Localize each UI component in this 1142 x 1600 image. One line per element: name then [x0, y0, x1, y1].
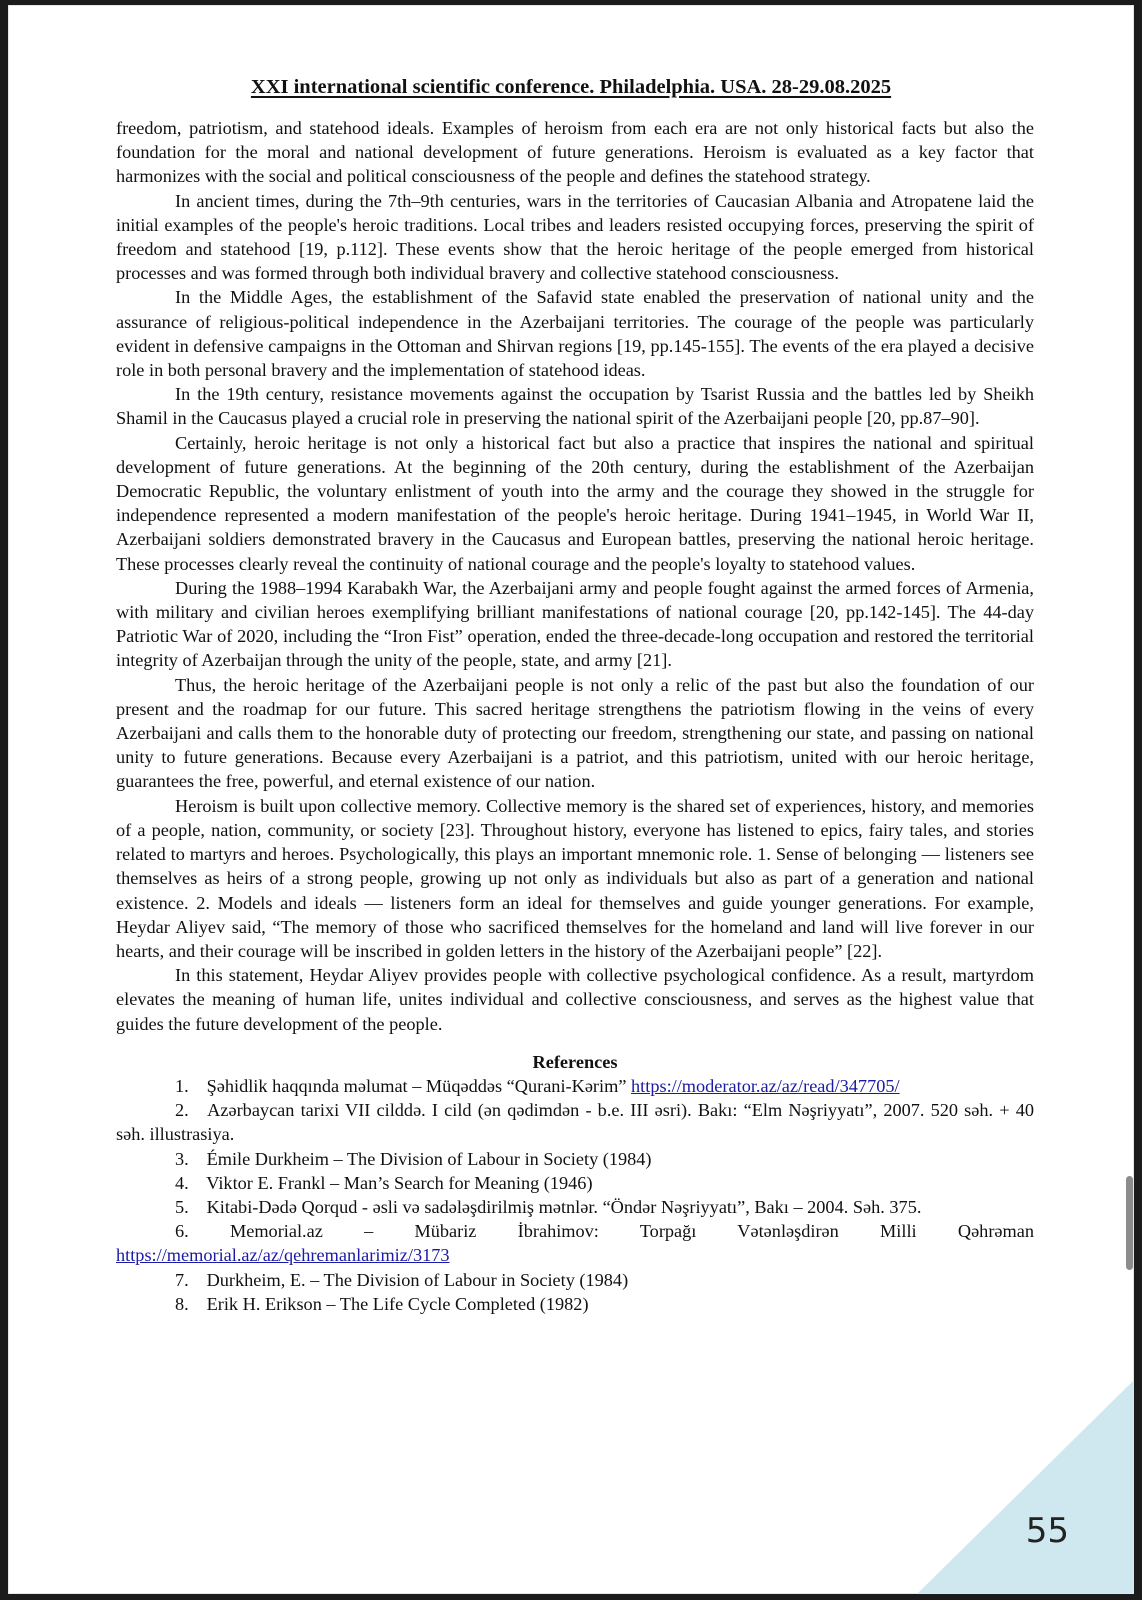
reference-text: Erik H. Erikson – The Life Cycle Completed (1982) [206, 1293, 589, 1314]
reference-text: Memorial.az – Mübariz İbrahimov: Torpağı Vətənləşdirən Milli Qəhrəman [229, 1221, 1034, 1242]
reference-text: Kitabi-Dədə Qorqud - əsli və sadələşdirilmiş mətnlər. “Öndər Nəşriyyatı”, Bakı – 2004. Səh. 375. [206, 1196, 922, 1217]
reference-link[interactable]: https://moderator.az/az/read/347705/ [631, 1075, 900, 1096]
reference-number: 4. [175, 1172, 189, 1193]
reference-item [116, 1292, 1034, 1316]
paragraph: In the Middle Ages, the establishment of the Safavid state enabled the preservation of national unity and the assurance of religious-political independence in the Azerbaijani territories. The courage of the people was particularly evident in defensive campaigns in the Ottoman and Shirvan regions [19, pp.145-155]. The events of the era played a decisive role in both personal bravery and the implementation of statehood ideas. [116, 287, 1034, 381]
scrollbar-thumb[interactable] [1126, 1176, 1133, 1270]
reference-item [116, 1098, 1034, 1146]
reference-number: 8. [175, 1293, 189, 1314]
paragraph: In ancient times, during the 7th–9th centuries, wars in the territories of Caucasian Albania and Atropatene laid the initial examples of the people's heroic traditions. Local tribes and leaders resisted occupying forces, preserving the spirit of freedom and statehood [19, p.112]. These events show that the heroic heritage of the people emerged from historical processes and was formed through both individual bravery and collective statehood consciousness. [116, 190, 1034, 284]
reference-number: 5. [175, 1196, 189, 1217]
reference-text: Viktor E. Frankl – Man’s Search for Meaning (1946) [206, 1172, 593, 1193]
article-body [116, 116, 1034, 1316]
paragraph: Heroism is built upon collective memory. Collective memory is the shared set of experiences, history, and memories of a people, nation, community, or society [23]. Throughout history, everyone has listened to epics, fairy tales, and stories related to martyrs and heroes. Psychologically, this plays an important mnemonic role. 1. Sense of belonging — listeners see themselves as heirs of a strong people, growing up not only as individuals but also as part of a generation and national existence. 2. Models and ideals — listeners form an ideal for themselves and guide younger generations. For example, Heydar Aliyev said, “The memory of those who sacrificed themselves for the homeland and land will live forever in our hearts, and their courage will be inscribed in golden letters in the history of the Azerbaijani people” [22]. [116, 795, 1034, 961]
paragraph: In this statement, Heydar Aliyev provides people with collective psychological confidence. As a result, martyrdom elevates the meaning of human life, unites individual and collective consciousness, and serves as the highest value that guides the future development of the people. [116, 965, 1034, 1034]
reference-item [116, 1219, 1034, 1243]
page-number: 55 [1025, 1511, 1069, 1551]
reference-number: 3. [175, 1148, 189, 1169]
reference-text: Émile Durkheim – The Division of Labour in Society (1984) [206, 1148, 652, 1169]
reference-text: Durkheim, E. – The Division of Labour in Society (1984) [206, 1269, 629, 1290]
reference-text: Azərbaycan tarixi VII cilddə. I cild (ən qədimdən - b.e. III əsri). Bakı: “Elm Nəşriyyatı”, 2007. 520 səh. + 40 səh. illustrasiya. [116, 1100, 1035, 1145]
reference-item [116, 1195, 1034, 1219]
reference-text: Şəhidlik haqqında məlumat – Müqəddəs “Qurani-Kərim” [206, 1075, 632, 1096]
reference-link[interactable]: https://memorial.az/az/qehremanlarimiz/3173 [116, 1245, 450, 1266]
paragraph: In the 19th century, resistance movements against the occupation by Tsarist Russia and the battles led by Sheikh Shamil in the Caucasus played a crucial role in preserving the national spirit of the Azerbaijani people [20, pp.87–90]. [116, 384, 1034, 429]
reference-item [116, 1074, 1034, 1098]
paragraph: Certainly, heroic heritage is not only a historical fact but also a practice that inspires the national and spiritual development of future generations. At the beginning of the 20th century, during the establishment of the Azerbaijan Democratic Republic, the voluntary enlistment of youth into the army and the courage they showed in the struggle for independence represented a modern manifestation of the people's heroic heritage. During 1941–1945, in World War II, Azerbaijani soldiers demonstrated bravery in the Caucasus and European battles, preserving the national heroic heritage. These processes clearly reveal the continuity of national courage and the people's loyalty to statehood values. [116, 432, 1034, 574]
corner-decoration-triangle [918, 1381, 1133, 1593]
reference-number: 1. [175, 1075, 189, 1096]
conference-header: XXI international scientific conference. Philadelphia. USA. 28-29.08.2025 [250, 76, 892, 98]
reference-number: 7. [175, 1269, 189, 1290]
reference-number: 2. [175, 1100, 189, 1121]
paragraph: freedom, patriotism, and statehood ideals. Examples of heroism from each era are not only historical facts but also the foundation for the moral and national development of future generations. Heroism is evaluated as a key factor that harmonizes with the social and political consciousness of the people and defines the statehood strategy. [116, 118, 1034, 187]
paragraph: During the 1988–1994 Karabakh War, the Azerbaijani army and people fought against the armed forces of Armenia, with military and civilian heroes exemplifying brilliant manifestations of national courage [20, pp.142-145]. The 44-day Patriotic War of 2020, including the “Iron Fist” operation, ended the three-decade-long occupation and restored the territorial integrity of Azerbaijan through the unity of the people, state, and army [21]. [116, 577, 1034, 671]
reference-link-line [116, 1243, 1034, 1267]
references-list [116, 1074, 1034, 1316]
document-page [8, 5, 1134, 1594]
reference-number: 6. [175, 1221, 189, 1242]
paragraph: Thus, the heroic heritage of the Azerbaijani people is not only a relic of the past but also the foundation of our present and the roadmap for our future. This sacred heritage strengthens the patriotism flowing in the veins of every Azerbaijani and calls them to the honorable duty of protecting our freedom, strengthening our state, and passing on national unity to future generations. Because every Azerbaijani is a patriot, and this patriotism, united with our heroic heritage, guarantees the free, powerful, and eternal existence of our nation. [116, 674, 1034, 792]
references-heading: References [532, 1051, 618, 1072]
reference-item [116, 1268, 1034, 1292]
reference-item [116, 1147, 1034, 1171]
reference-item [116, 1171, 1034, 1195]
